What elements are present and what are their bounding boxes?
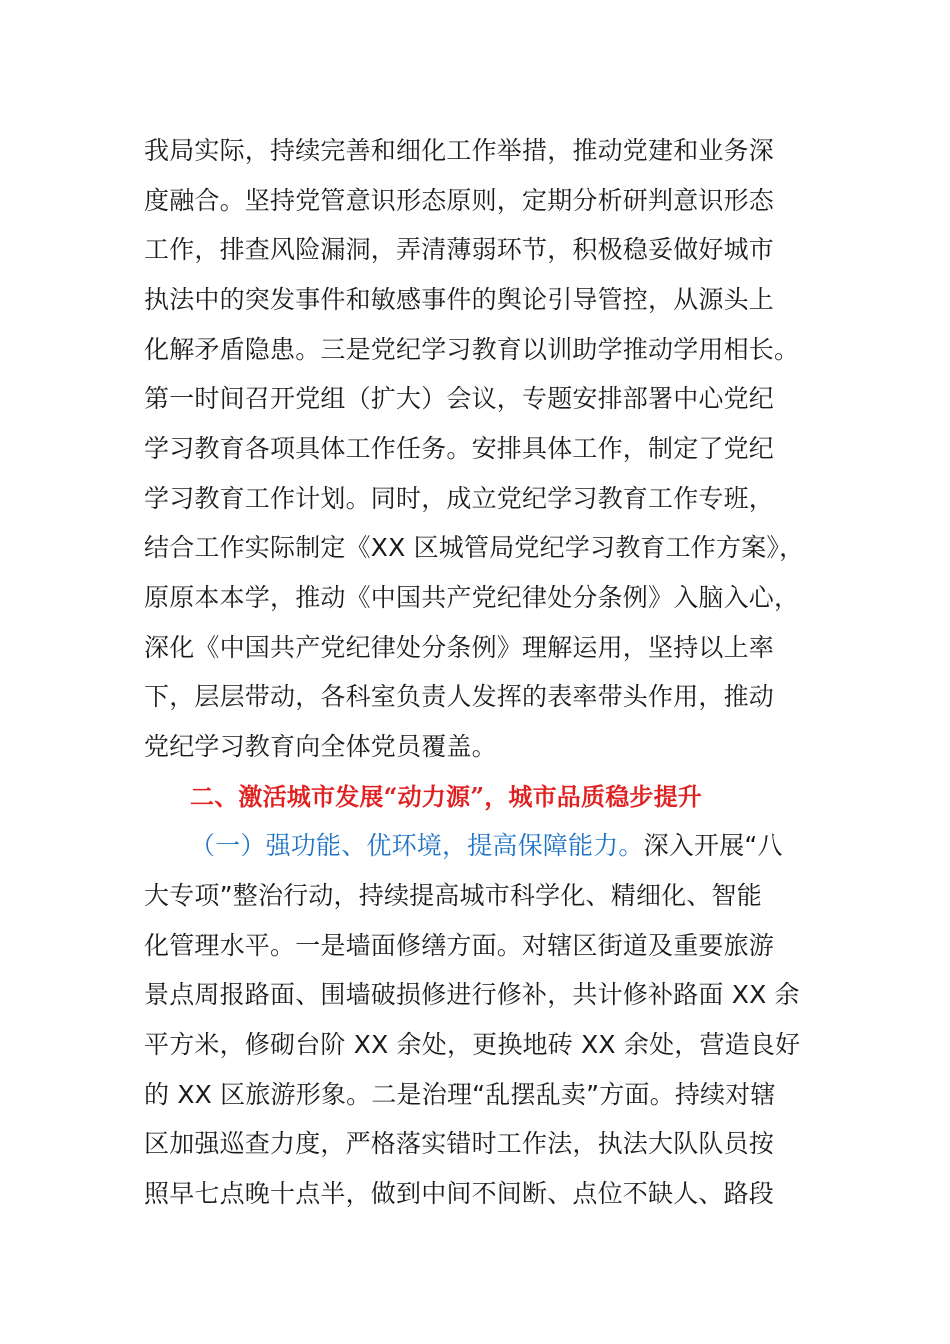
body-text-line: 学习教育工作计划。同时，成立党纪学习教育工作专班， bbox=[144, 484, 775, 513]
body-text-line: 区加强巡查力度，严格落实错时工作法，执法大队队员按 bbox=[144, 1129, 775, 1158]
body-text-line: 景点周报路面、围墙破损修进行修补，共计修补路面 XX 余 bbox=[144, 980, 800, 1009]
body-text-line: 的 XX 区旅游形象。二是治理“乱摆乱卖”方面。持续对辖 bbox=[144, 1080, 776, 1109]
body-text-line: 学习教育各项具体工作任务。安排具体工作，制定了党纪 bbox=[144, 434, 775, 463]
body-text-line: 原原本本学，推动《中国共产党纪律处分条例》入脑入心， bbox=[144, 583, 800, 612]
subsection-heading: （一）强功能、优环境，提高保障能力。 bbox=[190, 831, 644, 860]
body-text-line: 化管理水平。一是墙面修缮方面。对辖区街道及重要旅游 bbox=[144, 931, 775, 960]
body-text-line: 党纪学习教育向全体党员覆盖。 bbox=[144, 732, 497, 761]
body-text-line: 工作，排查风险漏洞，弄清薄弱环节，积极稳妥做好城市 bbox=[144, 235, 775, 264]
body-text-line: 照早七点晚十点半，做到中间不间断、点位不缺人、路段 bbox=[144, 1179, 775, 1208]
section-heading: 二、激活城市发展“动力源”，城市品质稳步提升 bbox=[190, 782, 703, 811]
body-text-line: 第一时间召开党组（扩大）会议，专题安排部署中心党纪 bbox=[144, 384, 775, 413]
body-text-line: 结合工作实际制定《XX 区城管局党纪学习教育工作方案》， bbox=[144, 533, 805, 562]
body-text-line: 化解矛盾隐患。三是党纪学习教育以训助学推动学用相长。 bbox=[144, 335, 800, 364]
body-text-inline: 深入开展“八 bbox=[643, 831, 783, 860]
body-text-line: 深化《中国共产党纪律处分条例》理解运用，坚持以上率 bbox=[144, 633, 775, 662]
body-text-line: 我局实际，持续完善和细化工作举措，推动党建和业务深 bbox=[144, 136, 775, 165]
body-text-line: 平方米，修砌台阶 XX 余处，更换地砖 XX 余处，营造良好 bbox=[144, 1030, 801, 1059]
subsection-paragraph-start bbox=[190, 821, 783, 871]
body-text-line: 大专项”整治行动，持续提高城市科学化、精细化、智能 bbox=[144, 881, 762, 910]
body-text-line: 度融合。坚持党管意识形态原则，定期分析研判意识形态 bbox=[144, 186, 775, 215]
body-text-line: 执法中的突发事件和敏感事件的舆论引导管控，从源头上 bbox=[144, 285, 775, 314]
body-text-line: 下，层层带动，各科室负责人发挥的表率带头作用，推动 bbox=[144, 682, 775, 711]
